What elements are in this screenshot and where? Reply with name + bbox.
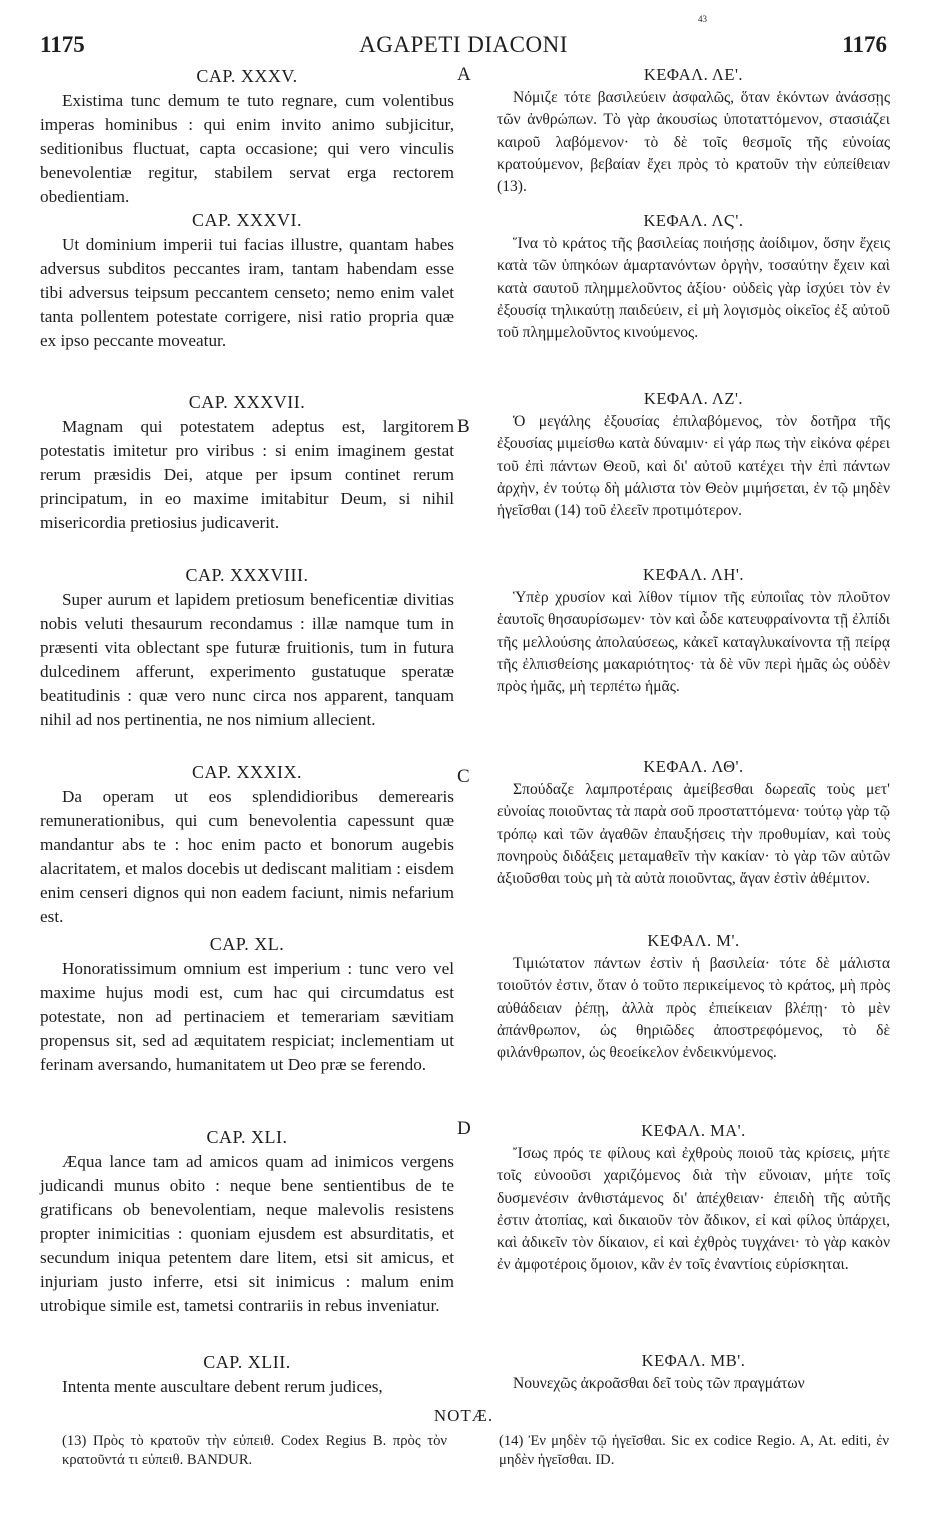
notes-title: NOTÆ. — [433, 1406, 494, 1425]
running-head — [40, 14, 887, 60]
chapter-text: Σπούδαζε λαμπροτέραις ἀμείβεσθαι δωρεαῖς τοὺς μετ' εὐνοίας ποιοῦντας τὰ παρὰ σοῦ προσταττόμενα· τούτῳ γὰρ τῷ τρόπῳ καὶ τῶν ἀγαθῶν ἐπαυξήσεις τὴν προθυμίαν, καὶ τοὺς πονηροὺς διδάξεις μεταμαθεῖν τὴν κακίαν· τὸ γὰρ τῶν αὐτῶν ἀξιοῦσθαι τοὺς μὴ τὰ αὐτὰ ποιοῦντας, ἄγαν ἐστὶν ἀθέμιτον. — [497, 781, 890, 888]
chapter-heading: ΚΕΦΑΛ. ΛΘ'. — [643, 757, 744, 776]
chapter-heading: CAP. XXXIX. — [191, 762, 302, 782]
chapter-heading: CAP. XL. — [209, 934, 285, 954]
chapter-heading: ΚΕΦΑΛ. ΛΗ'. — [643, 565, 744, 584]
chapter-text: Magnam qui potestatem adeptus est, largitorem potestatis imitetur pro viribus : si enim imaginem gestat rerum præsidis Dei, atque per ipsum continet rerum principatum, in eo maxime imitabitur Deum, si nihil misericordia pretiosius judicaverit. — [40, 417, 454, 532]
margin-letter: C — [457, 766, 470, 787]
chapter-heading: CAP. XLI. — [206, 1127, 288, 1147]
greek-chapter — [497, 1350, 890, 1395]
chapter-heading: CAP. XLII. — [203, 1352, 291, 1372]
chapter-text: Ἵνα τὸ κράτος τῆς βασιλείας ποιήσῃς ἀοίδιμον, ὅσην ἔχεις κατὰ τῶν ὑπηκόων ἁμαρτανόντων ὀργὴν, τοσαύτην ἔχειν καὶ κατὰ σαυτοῦ πλημμελοῦντος ἀξίου· οὐδεὶς γὰρ ἰσχύει τὸν ἐν ἐξουσίᾳ τηλικαύτῃ παιδεύειν, εἰ μὴ λογισμὸς οἰκεῖος ἐξ αὐτοῦ τοῦ πλημμελοῦντος κινούμενος. — [497, 235, 890, 342]
latin-chapter — [40, 1350, 454, 1399]
chapter-text: Intenta mente auscultare debent rerum judices, — [62, 1377, 383, 1396]
latin-chapter — [40, 760, 454, 929]
greek-chapter — [497, 1120, 890, 1276]
latin-chapter — [40, 390, 454, 535]
chapter-text: Existima tunc demum te tuto regnare, cum volentibus imperas hominibus : qui enim invito animo subjicitur, seditionibus fluctuat, capta occasione; qui vero vinculis benevolentiæ regitur, stabilem servat erga rectorem obedientiam. — [40, 91, 454, 206]
running-title: AGAPETI DIACONI — [359, 32, 568, 57]
chapter-heading: ΚΕΦΑΛ. ΛϚ'. — [643, 211, 744, 230]
latin-chapter — [40, 563, 454, 732]
chapter-heading: CAP. XXXVI. — [191, 210, 302, 230]
chapter-text: Ἴσως πρός τε φίλους καὶ ἐχθροὺς ποιοῦ τὰς κρίσεις, μήτε τοῖς εὐνοοῦσι χαριζόμενος διὰ τὴν εὔνοιαν, μήτε τοῖς δυσμενέσιν ἀνθιστάμενος δι' ἀπέχθειαν· ἐπειδὴ τῆς αὐτῆς ἐστιν ἀτοπίας, καὶ δικαιοῦν τὸν ἄδικον, εἰ καὶ φίλος ὑπάρχει, καὶ ἀδικεῖν τὸν δίκαιον, εἰ καὶ ἐχθρὸς τυγχάνει· τὸ γὰρ κακὸν ἐν ἀμφοτέροις ὅμοιον, κἂν ἐν τοῖς ἐναντίοις εὑρίσκηται. — [497, 1145, 890, 1274]
greek-chapter — [497, 564, 890, 698]
greek-chapter — [497, 64, 890, 198]
chapter-text: Super aurum et lapidem pretiosum beneficentiæ divitias nobis veluti thesaurum recondamus : illæ namque tum in præsenti vita oblectant spe futuræ fruitionis, tum in futura dulcedinem afferunt, experimento gustatuque speratæ beatitudinis : quæ vero nunc circa nos apparent, tanquam nihil ad nos pertinentia, ne nos nimium allecient. — [40, 590, 454, 729]
chapter-heading: CAP. XXXVII. — [188, 392, 306, 412]
page-number-right: 1176 — [842, 32, 887, 57]
greek-chapter — [497, 388, 890, 522]
chapter-text: Æqua lance tam ad amicos quam ad inimicos vergens judicandi munus obito : neque bene sentientibus de te gratificans ob benevolentiam, neque malevolis resistens propter inimicitias : quoniam ejusdem est absurditatis, et secundum iniqua petentem dare litem, etsi sit amicus, et injuriam justo inferre, etsi sit inimicus : malum enim utrobique simile est, tametsi contrariis in rebus inveniatur. — [40, 1152, 454, 1315]
footnote-14: (14) Ἐν μηδὲν τῷ ἡγεῖσθαι. Sic ex codice Regio. A, At. editi, ἐν μηδὲν ἡγεῖσθαι. ID. — [499, 1433, 889, 1468]
chapter-heading: ΚΕΦΑΛ. ΜΑ'. — [641, 1121, 746, 1140]
latin-chapter — [40, 208, 454, 353]
latin-chapter — [40, 1125, 454, 1318]
chapter-text: Τιμιώτατον πάντων ἐστὶν ἡ βασιλεία· τότε δὲ μάλιστα τοιοῦτόν ἐστιν, ὅταν ὁ τοῦτο περικείμενος τὸ κράτος, μὴ πρὸς αὐθάδειαν ῥέπῃ, ἀλλὰ πρὸς ἐπιείκειαν βλέπῃ· τὸ μὲν ἀπάνθρωπον, ὡς θηριῶδες ἀποστρεφόμενος, τὸ δὲ φιλάνθρωπον, ὡς θεοείκελον ἐνδεικνύμενος. — [497, 955, 890, 1062]
page-mark: 43 — [698, 14, 707, 24]
chapter-text: Ὑπὲρ χρυσίον καὶ λίθον τίμιον τῆς εὐποιΐας τὸν πλοῦτον ἑαυτοῖς θησαυρίσωμεν· τὸν καὶ ὧδε κατευφραίνοντα τῇ ἐλπίδι τῆς μελλούσης ἀπολαύσεως, κἀκεῖ καταγλυκαίνοντα τῇ πείρᾳ τῆς ἐλπισθείσης μακαριότητος· τὰ δὲ νῦν περὶ ἡμᾶς ὡς οὐδὲν πρὸς ἡμᾶς, μὴ τερπέτω ἡμᾶς. — [497, 589, 890, 696]
chapter-heading: CAP. XXXVIII. — [185, 565, 309, 585]
margin-letter: D — [457, 1118, 471, 1139]
chapter-text: Ὁ μεγάλης ἐξουσίας ἐπιλαβόμενος, τὸν δοτῆρα τῆς ἐξουσίας μιμείσθω κατὰ δύναμιν· εἰ γάρ πως τὴν εἰκόνα φέρει τοῦ ἐπὶ πάντων Θεοῦ, καὶ δι' αὐτοῦ κατέχει τὴν ἐπὶ πάντων ἀρχὴν, ἐν τούτῳ δὴ μάλιστα τὸν Θεὸν μιμήσεται, ἐν τῷ μηδὲν ἡγεῖσθαι (14) τοῦ ἐλεεῖν προτιμότερον. — [497, 413, 890, 520]
chapter-text: Ut dominium imperii tui facias illustre, quantam habes adversus subditos peccantes iram, tantam habendam esse tibi adversus teipsum peccantem censeto; nemo enim valet tanta pollentem potestate corrigere, nisi ratio propria quæ ex ipso peccante moveatur. — [40, 235, 454, 350]
chapter-heading: ΚΕΦΑΛ. Μ'. — [647, 931, 740, 950]
greek-chapter — [497, 756, 890, 890]
chapter-heading: ΚΕΦΑΛ. ΛΖ'. — [643, 389, 744, 408]
footnote-13: (13) Πρὸς τὸ κρατοῦν τὴν εὐπειθ. Codex Regius B. πρὸς τὸν κρατοῦντά τι εὐπειθ. BANDUR. — [62, 1433, 447, 1468]
chapter-heading: ΚΕΦΑΛ. ΜΒ'. — [641, 1351, 746, 1370]
greek-chapter — [497, 210, 890, 344]
latin-chapter — [40, 64, 454, 209]
margin-letter: A — [457, 64, 471, 85]
greek-chapter — [497, 930, 890, 1064]
page-number-left: 1175 — [40, 32, 85, 57]
chapter-text: Νουνεχῶς ἀκροᾶσθαι δεῖ τοὺς τῶν πραγμάτων — [513, 1375, 805, 1393]
chapter-heading: CAP. XXXV. — [196, 66, 298, 86]
chapter-text: Honoratissimum omnium est imperium : tunc vero vel maxime hujus modi est, cum hac qui circumdatus est potestate, non ad pertinaciem et temerariam sævitiam propensus sit, sed ad æquitatem respiciat; inclementiam ut ferinam aversando, humanitatem ut Deo præ se ferendo. — [40, 959, 454, 1074]
chapter-text: Da operam ut eos splendidioribus demerearis remunerationibus, qui cum benevolentia capessunt quæ mandantur abs te : hoc enim pacto et bonorum augebis alacritatem, et malos docebis ut dediscant malitiam : eisdem enim censeri dignos qui non eadem faciunt, nimis nefarium est. — [40, 787, 454, 926]
latin-chapter — [40, 932, 454, 1077]
chapter-heading: ΚΕΦΑΛ. ΛΕ'. — [643, 65, 744, 84]
chapter-text: Νόμιζε τότε βασιλεύειν ἀσφαλῶς, ὅταν ἑκόντων ἀνάσσῃς τῶν ἀνθρώπων. Τὸ γὰρ ἀκουσίως ὑποταττόμενον, στασιάζει καιροῦ λαβόμενον· τὸ δὲ τοῖς θεσμοῖς τῆς εὐνοίας κρατούμενον, βεβαίαν ἔχει πρὸς τὸ κρατοῦν τὴν εὐπείθειαν (13). — [497, 89, 890, 196]
margin-letter: B — [457, 416, 470, 437]
